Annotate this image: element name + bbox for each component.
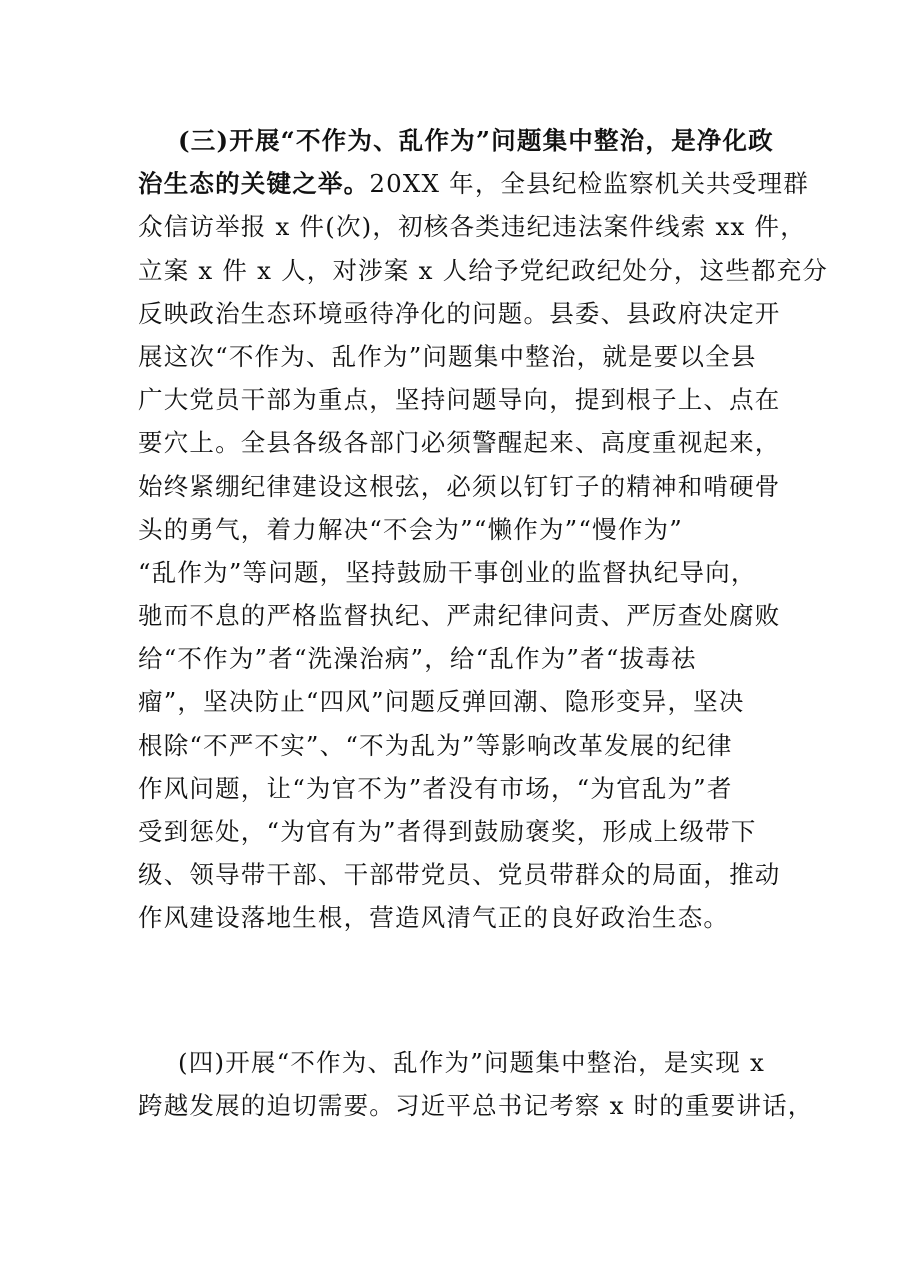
paragraph-3-body-start: 20XX 年，全县纪检监察机关共受理群: [369, 169, 809, 199]
paragraph-3-line-19: 作风建设落地生根，营造风清气正的良好政治生态。: [138, 903, 730, 933]
paragraph-3-line-11: “乱作为”等问题，坚持鼓励干事创业的监督执纪导向，: [138, 557, 757, 587]
paragraph-3-line-16: 作风问题，让“为官不为”者没有市场，“为官乱为”者: [138, 773, 733, 803]
paragraph-3-line-2: [138, 162, 809, 205]
paragraph-3-line-5: 反映政治生态环境亟待净化的问题。县委、县政府决定开: [138, 298, 781, 328]
paragraph-3-line-3: 众信访举报 x 件(次)，初核各类违纪违法案件线索 xx 件，: [138, 212, 806, 242]
paragraph-3-line-17: 受到惩处，“为官有为”者得到鼓励褒奖，形成上级带下: [138, 817, 757, 846]
paragraph-4-line-2: 跨越发展的迫切需要。习近平总书记考察 x 时的重要讲话，: [138, 1091, 814, 1121]
paragraph-3-line-4: 立案 x 件 x 人，对涉案 x 人给予党纪政纪处分，这些都充分: [138, 255, 829, 285]
paragraph-3-heading-line-2: 治生态的关键之举。: [138, 169, 370, 199]
paragraph-3-line-15: 根除“不严不实”、“不为乱为”等影响改革发展的纪律: [138, 730, 733, 760]
paragraph-3-line-10: 头的勇气，着力解决“不会为”“懒作为”“慢作为”: [138, 514, 683, 544]
paragraph-3-line-7: 广大党员干部为重点，坚持问题导向，提到根子上、点在: [138, 385, 781, 415]
paragraph-3-line-12: 驰而不息的严格监督执纪、严肃纪律问责、严厉查处腐败: [138, 601, 781, 631]
paragraph-4: [138, 1041, 814, 1127]
paragraph-3-line-13: 给“不作为”者“洗澡治病”，给“乱作为”者“拔毒祛: [138, 644, 697, 674]
paragraph-3-line-9: 始终紧绷纪律建设这根弦，必须以钉钉子的精神和啃硬骨: [138, 471, 781, 501]
paragraph-3-line-14: 瘤”，坚决防止“四风”问题反弹回潮、隐形变异，坚决: [138, 687, 745, 717]
paragraph-3-line-6: 展这次“不作为、乱作为”问题集中整治，就是要以全县: [138, 341, 757, 371]
paragraph-4-line-1: (四)开展“不作为、乱作为”问题集中整治，是实现 x: [178, 1048, 765, 1077]
paragraph-3-line-18: 级、领导带干部、干部带党员、党员带群众的局面，推动: [138, 860, 781, 890]
paragraph-3: [138, 119, 829, 940]
paragraph-3-line-8: 要穴上。全县各级各部门必须警醒起来、高度重视起来，: [138, 428, 781, 458]
paragraph-3-heading-line-1: (三)开展“不作为、乱作为”问题集中整治，是净化政: [178, 126, 774, 155]
